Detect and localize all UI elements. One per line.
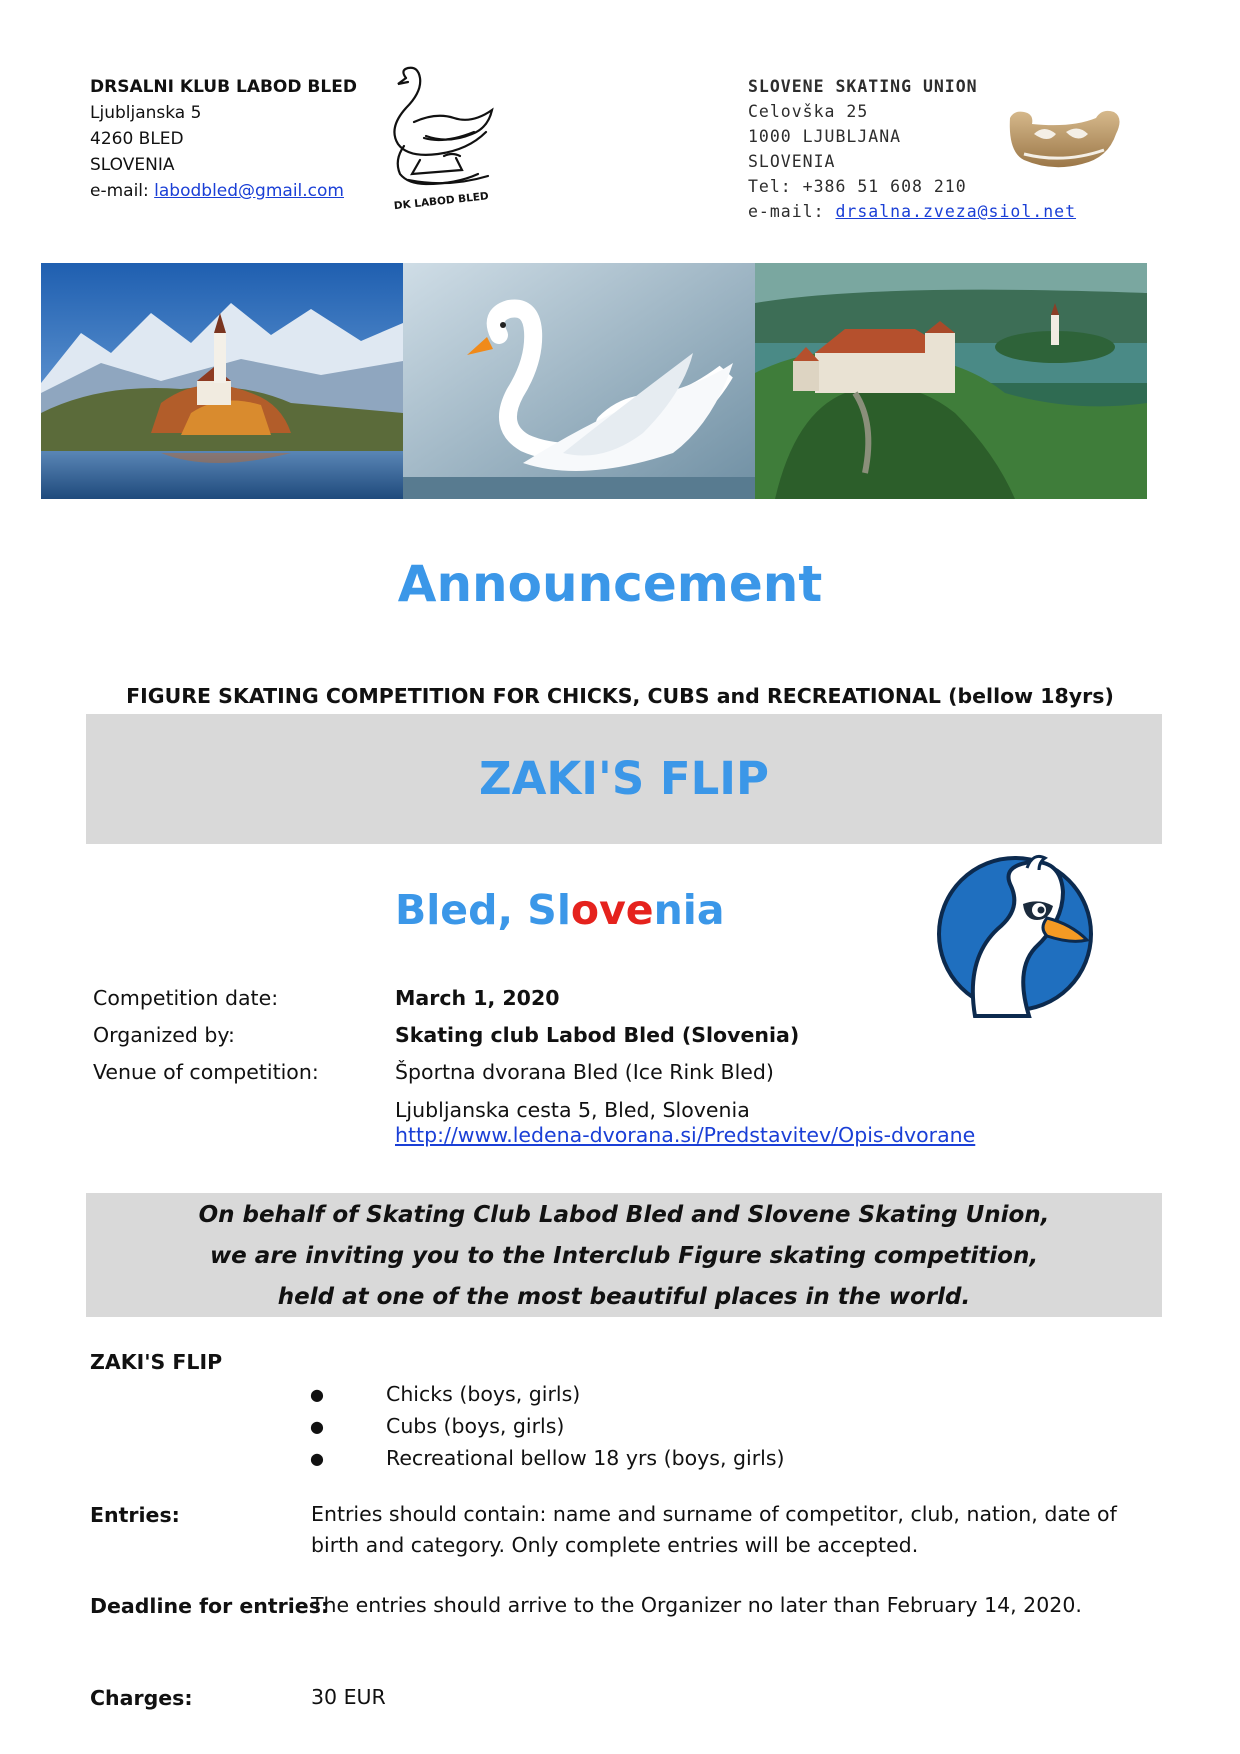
list-item (310, 1410, 785, 1442)
category-label: Cubs (boys, girls) (386, 1414, 565, 1438)
invite-line-3: held at one of the most beautiful places in the world. (277, 1284, 971, 1310)
union-name: SLOVENE SKATING UNION (748, 77, 978, 96)
union-city: 1000 LJUBLJANA (748, 127, 902, 146)
bullet-icon: ● (310, 1416, 324, 1436)
category-label: Chicks (boys, girls) (386, 1382, 581, 1406)
club-email-link[interactable]: labodbled@gmail.com (154, 181, 344, 201)
union-country: SLOVENIA (748, 152, 836, 171)
club-country: SLOVENIA (90, 155, 175, 175)
location-part-2: ove (570, 886, 654, 934)
location-heading (395, 886, 725, 934)
club-name: DRSALNI KLUB LABOD BLED (90, 77, 357, 97)
invitation-panel (86, 1193, 1162, 1317)
venue-url-link[interactable]: http://www.ledena-dvorana.si/Predstavitev/Opis-dvorane (395, 1123, 976, 1147)
bullet-icon: ● (310, 1448, 324, 1468)
union-tel: Tel: +386 51 608 210 (748, 177, 967, 196)
invite-line-2: we are inviting you to the Interclub Figure skating competition, (209, 1243, 1039, 1269)
announcement-title: Announcement (397, 555, 823, 613)
swan-mascot-icon (935, 848, 1095, 1018)
club-email-line (90, 178, 357, 204)
union-email-link[interactable]: drsalna.zveza@siol.net (835, 202, 1077, 221)
date-label: Competition date: (93, 986, 279, 1010)
charges-label: Charges: (90, 1686, 193, 1710)
invite-line-1: On behalf of Skating Club Labod Bled and Slovene Skating Union, (198, 1202, 1050, 1228)
deadline-text: The entries should arrive to the Organizer no later than February 14, 2020. (311, 1593, 1082, 1617)
organizer-label: Organized by: (93, 1023, 235, 1047)
club-city: 4260 BLED (90, 129, 184, 149)
bled-castle-photo (755, 263, 1147, 499)
union-email-line (748, 199, 1076, 224)
location-part-3: nia (653, 886, 725, 934)
charges-text: 30 EUR (311, 1685, 386, 1709)
club-street: Ljubljanska 5 (90, 103, 202, 123)
club-logo-text: DK LABOD BLED (393, 190, 490, 213)
bullet-icon: ● (310, 1384, 324, 1404)
lake-bled-church-photo (41, 263, 403, 499)
club-address-block (90, 74, 357, 204)
union-email-label: e-mail: (748, 202, 825, 221)
club-swan-logo (384, 64, 514, 214)
venue-label: Venue of competition: (93, 1060, 319, 1084)
category-label: Recreational bellow 18 yrs (boys, girls) (386, 1446, 785, 1470)
category-list (310, 1378, 785, 1474)
competition-subtitle: FIGURE SKATING COMPETITION FOR CHICKS, CUBS and RECREATIONAL (bellow 18yrs) (126, 684, 1114, 708)
list-item (310, 1378, 785, 1410)
entries-label: Entries: (90, 1503, 180, 1527)
location-part-1: Bled, Sl (395, 886, 571, 934)
venue-address: Ljubljanska cesta 5, Bled, Slovenia (395, 1098, 750, 1122)
organizer-value: Skating club Labod Bled (Slovenia) (395, 1023, 800, 1047)
union-skate-logo (1004, 104, 1124, 184)
club-email-label: e-mail: (90, 181, 149, 201)
event-title: ZAKI'S FLIP (478, 752, 770, 805)
venue-value: Športna dvorana Bled (Ice Rink Bled) (395, 1060, 774, 1084)
union-street: Celovška 25 (748, 102, 869, 121)
date-value: March 1, 2020 (395, 986, 560, 1010)
deadline-label: Deadline for entries: (90, 1594, 330, 1618)
list-item (310, 1442, 785, 1474)
event-title-panel (86, 714, 1162, 844)
program-label: ZAKI'S FLIP (90, 1350, 223, 1374)
entries-text: Entries should contain: name and surname of competitor, club, nation, date of birth and category. Only complete entries will be accepted. (311, 1502, 1117, 1557)
white-swan-photo (403, 263, 755, 499)
